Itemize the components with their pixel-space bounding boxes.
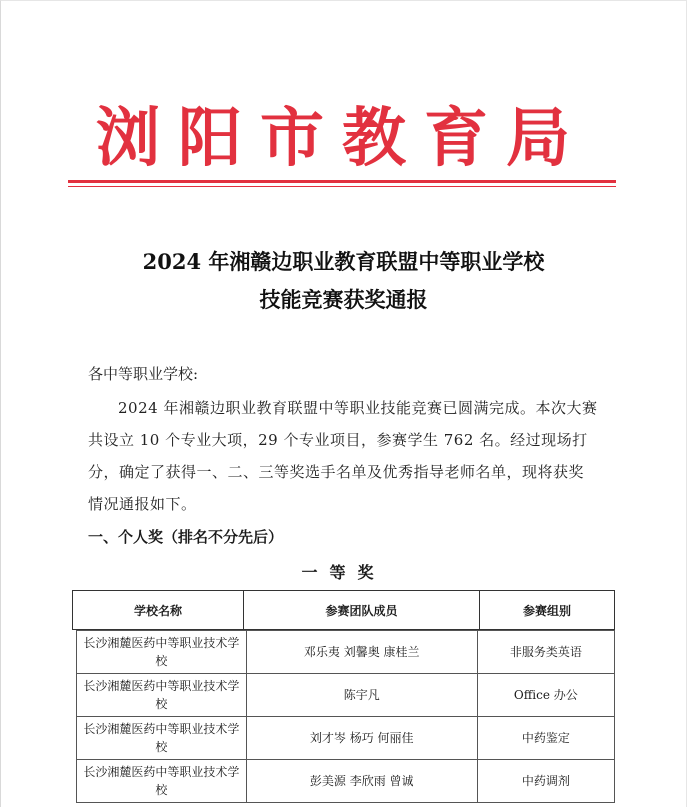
members-cell: 陈宇凡 bbox=[246, 674, 477, 717]
red-divider-thick bbox=[68, 180, 616, 183]
red-divider-thin bbox=[68, 186, 616, 187]
table-header-row bbox=[73, 591, 615, 630]
table-row bbox=[77, 674, 615, 717]
document-title-line2: 技能竞赛获奖通报 bbox=[259, 287, 428, 312]
members-cell: 邓乐夷 刘馨奥 康桂兰 bbox=[246, 631, 477, 674]
school-cell: 长沙湘麓医药中等职业技术学校 bbox=[77, 760, 247, 803]
group-cell: 中药调剂 bbox=[477, 760, 614, 803]
section-heading: 一、个人奖（排名不分先后） bbox=[88, 528, 284, 546]
prize-level-heading: 一等奖 bbox=[301, 563, 386, 582]
group-cell: 中药鉴定 bbox=[477, 717, 614, 760]
column-header-school: 学校名称 bbox=[73, 591, 244, 630]
table-row bbox=[77, 760, 615, 803]
school-cell: 长沙湘麓医药中等职业技术学校 bbox=[77, 631, 247, 674]
group-cell: Office 办公 bbox=[477, 674, 614, 717]
column-header-members: 参赛团队成员 bbox=[244, 591, 480, 630]
document-title-line1: 2024 年湘赣边职业教育联盟中等职业学校 bbox=[142, 249, 545, 274]
award-table bbox=[76, 630, 615, 803]
agency-masthead: 浏阳市教育局 bbox=[96, 102, 588, 176]
award-table-header bbox=[72, 590, 615, 630]
school-cell: 长沙湘麓医药中等职业技术学校 bbox=[77, 674, 247, 717]
table-row bbox=[77, 717, 615, 760]
group-cell: 非服务类英语 bbox=[477, 631, 614, 674]
body-paragraph: 2024 年湘赣边职业教育联盟中等职业技能竞赛已圆满完成。本次大赛共设立 10 个专业大项，29 个专业项目，参赛学生 762 名。经过现场打分，确定了获得一、二、三等奖选手名单及优秀指导老师名单，现将获奖情况通报如下。 bbox=[88, 399, 598, 513]
column-header-group: 参赛组别 bbox=[480, 591, 615, 630]
members-cell: 彭美源 李欣雨 曾诚 bbox=[246, 760, 477, 803]
school-cell: 长沙湘麓医药中等职业技术学校 bbox=[77, 717, 247, 760]
members-cell: 刘才岑 杨巧 何丽佳 bbox=[246, 717, 477, 760]
table-row bbox=[77, 631, 615, 674]
salutation: 各中等职业学校: bbox=[88, 365, 199, 383]
